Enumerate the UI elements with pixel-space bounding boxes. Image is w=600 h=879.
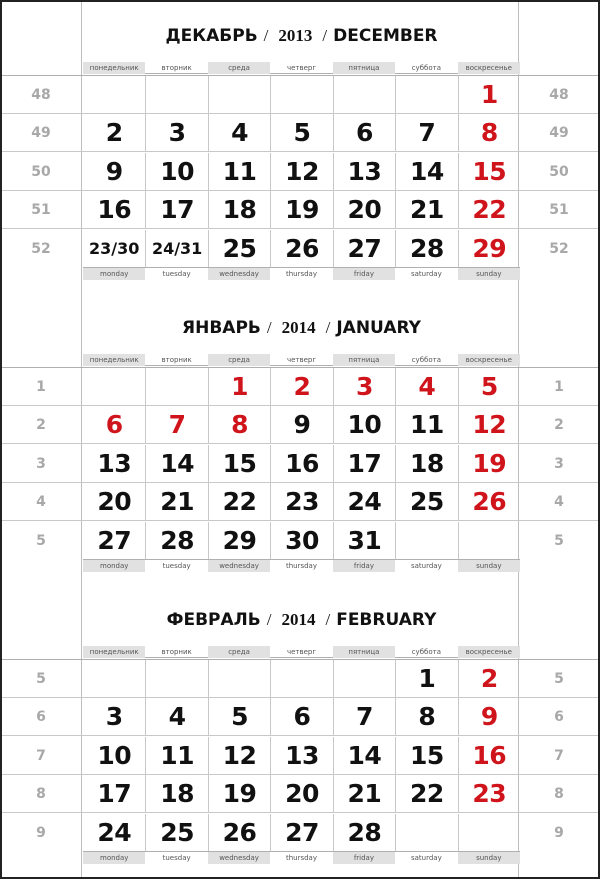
weekday-label: понедельник: [83, 62, 145, 74]
day-cell: 28: [145, 522, 207, 560]
day-cell: [83, 368, 145, 406]
day-cell: 18: [395, 445, 457, 483]
day-cell: 15: [395, 737, 457, 775]
weekday-label: tuesday: [162, 270, 191, 278]
weekday-label: суббота: [411, 356, 441, 364]
weekday-label: четверг: [286, 356, 317, 364]
day-cell: 21: [333, 775, 395, 813]
week-row: [2, 230, 598, 268]
day-cell: 31: [333, 522, 395, 560]
day-cell: 6: [270, 698, 332, 736]
week-row: [2, 114, 598, 152]
week-number-right: 50: [549, 163, 569, 180]
weekday-label: пятница: [333, 646, 395, 658]
week-row: [2, 775, 598, 813]
month-title: ДЕКАБРЬ / 2013 / DECEMBER: [165, 26, 438, 46]
week-number-right: 4: [554, 494, 564, 511]
weekday-label: monday: [83, 852, 145, 864]
day-cell: 12: [270, 153, 332, 191]
day-cell: 1: [208, 368, 270, 406]
day-cell: [145, 368, 207, 406]
day-cell: 4: [208, 114, 270, 152]
day-cell: 20: [97, 487, 132, 517]
day-cell: [333, 660, 395, 698]
weekday-label: thursday: [285, 270, 317, 278]
day-cell: 20: [333, 191, 395, 229]
day-cell: 14: [395, 153, 457, 191]
day-cell: 16: [270, 445, 332, 483]
day-cell: 5: [458, 368, 520, 406]
week-number-right: 51: [549, 202, 569, 219]
day-cell: [395, 814, 457, 852]
week-row: [2, 698, 598, 736]
day-cell: [458, 814, 520, 852]
day-cell: 14: [333, 737, 395, 775]
day-cell: [145, 76, 207, 114]
weekday-header-ru: [83, 62, 520, 74]
day-cell: 16: [97, 195, 132, 225]
day-cell: 12: [458, 406, 520, 444]
weekday-label: sunday: [458, 852, 520, 864]
month-name-ru: ДЕКАБРЬ: [165, 26, 258, 46]
day-cell: 6: [333, 114, 395, 152]
days-grid: [2, 367, 598, 559]
month-name-en: FEBRUARY: [336, 610, 437, 630]
day-cell: 30: [270, 522, 332, 560]
day-cell: 18: [145, 775, 207, 813]
day-cell: 25: [208, 230, 270, 268]
day-cell: 19: [458, 445, 520, 483]
weekday-label: tuesday: [162, 562, 191, 570]
weekday-label: суббота: [411, 648, 441, 656]
weekday-label: saturday: [410, 854, 442, 862]
day-cell: [395, 522, 457, 560]
day-cell: 19: [208, 775, 270, 813]
day-cell: [395, 76, 457, 114]
day-cell: 7: [333, 698, 395, 736]
days-grid: [2, 659, 598, 851]
weekday-label: среда: [208, 646, 270, 658]
weekday-label: friday: [333, 560, 395, 572]
day-cell: 7: [395, 114, 457, 152]
weekday-label: wednesday: [208, 268, 270, 280]
day-cell: 23: [270, 483, 332, 521]
week-number-right: 8: [554, 786, 564, 803]
weekday-label: saturday: [410, 562, 442, 570]
day-cell: 13: [333, 153, 395, 191]
day-cell: 23/30: [89, 238, 140, 258]
day-cell: 16: [458, 737, 520, 775]
day-cell: 20: [270, 775, 332, 813]
day-cell: 22: [395, 775, 457, 813]
day-cell: 9: [105, 156, 123, 186]
day-cell: [208, 660, 270, 698]
day-cell: 25: [395, 483, 457, 521]
day-cell: 22: [208, 483, 270, 521]
day-cell: 5: [270, 114, 332, 152]
day-cell: [458, 522, 520, 560]
weekday-label: вторник: [161, 356, 192, 364]
month-name-ru: ФЕВРАЛЬ: [166, 610, 261, 630]
week-row: [2, 522, 598, 560]
day-cell: 17: [333, 445, 395, 483]
weekday-footer-en: [83, 851, 520, 863]
week-row: [2, 406, 598, 444]
weekday-label: sunday: [458, 560, 520, 572]
weekday-label: tuesday: [162, 854, 191, 862]
weekday-label: среда: [208, 354, 270, 366]
day-cell: 11: [208, 153, 270, 191]
day-cell: 1: [458, 76, 520, 114]
week-number-left: 9: [36, 824, 46, 841]
month-name-ru: ЯНВАРЬ: [182, 318, 261, 338]
day-cell: 2: [105, 118, 123, 148]
day-cell: 17: [97, 779, 132, 809]
day-cell: 26: [208, 814, 270, 852]
day-cell: 18: [208, 191, 270, 229]
weekday-label: sunday: [458, 268, 520, 280]
day-cell: 11: [395, 406, 457, 444]
week-number-left: 51: [31, 202, 51, 219]
day-cell: 21: [395, 191, 457, 229]
day-cell: 24/31: [145, 230, 207, 268]
weekday-label: вторник: [161, 64, 192, 72]
week-number-right: 48: [549, 87, 569, 103]
weekday-label: среда: [208, 62, 270, 74]
weekday-label: воскресенье: [458, 354, 520, 366]
day-cell: 22: [458, 191, 520, 229]
month-year: 2014: [281, 610, 316, 629]
weekday-label: saturday: [410, 270, 442, 278]
week-row: [2, 814, 598, 852]
month-title: ЯНВАРЬ / 2014 / JANUARY: [182, 318, 421, 338]
weekday-label: wednesday: [208, 560, 270, 572]
day-cell: 29: [458, 230, 520, 268]
week-number-right: 49: [549, 125, 569, 142]
day-cell: 3: [145, 114, 207, 152]
week-number-left: 4: [36, 494, 46, 511]
weekday-label: воскресенье: [458, 62, 520, 74]
month-name-en: DECEMBER: [333, 26, 438, 46]
weekday-label: пятница: [333, 62, 395, 74]
day-cell: 17: [145, 191, 207, 229]
weekday-label: пятница: [333, 354, 395, 366]
day-cell: 26: [458, 483, 520, 521]
weekday-label: friday: [333, 852, 395, 864]
weekday-label: wednesday: [208, 852, 270, 864]
week-number-right: 9: [554, 824, 564, 841]
week-number-left: 49: [31, 125, 51, 142]
weekday-label: понедельник: [83, 354, 145, 366]
day-cell: 10: [333, 406, 395, 444]
day-cell: 3: [333, 368, 395, 406]
day-cell: 24: [97, 817, 132, 847]
month-year: 2014: [281, 318, 316, 337]
day-cell: 5: [208, 698, 270, 736]
day-cell: 6: [105, 410, 123, 440]
weekday-header-ru: [83, 354, 520, 366]
week-number-right: 5: [554, 532, 564, 549]
week-number-left: 1: [36, 379, 46, 395]
month-title: ФЕВРАЛЬ / 2014 / FEBRUARY: [166, 610, 437, 630]
day-cell: 27: [270, 814, 332, 852]
day-cell: 19: [270, 191, 332, 229]
day-cell: 23: [458, 775, 520, 813]
day-cell: 7: [145, 406, 207, 444]
day-cell: [333, 76, 395, 114]
day-cell: 2: [458, 660, 520, 698]
day-cell: 25: [145, 814, 207, 852]
day-cell: 4: [145, 698, 207, 736]
day-cell: 28: [395, 230, 457, 268]
day-cell: 1: [395, 660, 457, 698]
weekday-label: воскресенье: [458, 646, 520, 658]
weekday-label: понедельник: [83, 646, 145, 658]
weekday-label: четверг: [286, 64, 317, 72]
week-number-left: 2: [36, 417, 46, 434]
day-cell: 13: [270, 737, 332, 775]
month-block: [2, 294, 598, 580]
weekday-label: monday: [83, 268, 145, 280]
week-number-right: 1: [554, 379, 564, 395]
day-cell: [83, 660, 145, 698]
week-number-left: 5: [36, 532, 46, 549]
week-number-right: 52: [549, 240, 569, 257]
day-cell: [145, 660, 207, 698]
month-name-en: JANUARY: [336, 318, 421, 338]
weekday-header-ru: [83, 646, 520, 658]
weekday-label: monday: [83, 560, 145, 572]
day-cell: 10: [145, 153, 207, 191]
day-cell: [83, 76, 145, 114]
week-row: [2, 483, 598, 521]
month-block: [2, 2, 598, 288]
month-year: 2013: [278, 26, 313, 45]
week-row: [2, 368, 598, 406]
weekday-label: вторник: [161, 648, 192, 656]
day-cell: 27: [333, 230, 395, 268]
weekday-footer-en: [83, 267, 520, 279]
week-row: [2, 153, 598, 191]
day-cell: 8: [208, 406, 270, 444]
month-block: [2, 586, 598, 872]
week-number-left: 48: [31, 87, 51, 103]
weekday-footer-en: [83, 559, 520, 571]
day-cell: [270, 660, 332, 698]
week-number-left: 50: [31, 163, 51, 180]
weekday-label: thursday: [285, 562, 317, 570]
weekday-label: суббота: [411, 64, 441, 72]
day-cell: 3: [105, 702, 123, 732]
day-cell: 14: [145, 445, 207, 483]
week-row: [2, 660, 598, 698]
week-row: [2, 76, 598, 114]
day-cell: 9: [458, 698, 520, 736]
day-cell: 15: [458, 153, 520, 191]
week-number-left: 5: [36, 671, 46, 687]
week-number-left: 7: [36, 747, 46, 764]
day-cell: 9: [270, 406, 332, 444]
day-cell: [270, 76, 332, 114]
day-cell: 26: [270, 230, 332, 268]
week-number-right: 3: [554, 455, 564, 472]
day-cell: 29: [208, 522, 270, 560]
day-cell: 8: [458, 114, 520, 152]
day-cell: 2: [270, 368, 332, 406]
weekday-label: thursday: [285, 854, 317, 862]
day-cell: 15: [208, 445, 270, 483]
weekday-label: friday: [333, 268, 395, 280]
week-number-left: 8: [36, 786, 46, 803]
day-cell: 8: [395, 698, 457, 736]
week-row: [2, 445, 598, 483]
weekday-label: четверг: [286, 648, 317, 656]
day-cell: 11: [145, 737, 207, 775]
day-cell: 21: [145, 483, 207, 521]
day-cell: 10: [97, 740, 132, 770]
week-number-right: 7: [554, 747, 564, 764]
week-number-left: 52: [31, 240, 51, 257]
day-cell: 12: [208, 737, 270, 775]
week-number-right: 6: [554, 709, 564, 726]
week-row: [2, 191, 598, 229]
week-number-right: 2: [554, 417, 564, 434]
week-number-left: 6: [36, 709, 46, 726]
day-cell: 24: [333, 483, 395, 521]
week-number-left: 3: [36, 455, 46, 472]
day-cell: 27: [97, 525, 132, 555]
week-number-right: 5: [554, 671, 564, 687]
week-row: [2, 737, 598, 775]
day-cell: [208, 76, 270, 114]
day-cell: 13: [97, 448, 132, 478]
day-cell: 4: [395, 368, 457, 406]
days-grid: [2, 75, 598, 267]
day-cell: 28: [333, 814, 395, 852]
